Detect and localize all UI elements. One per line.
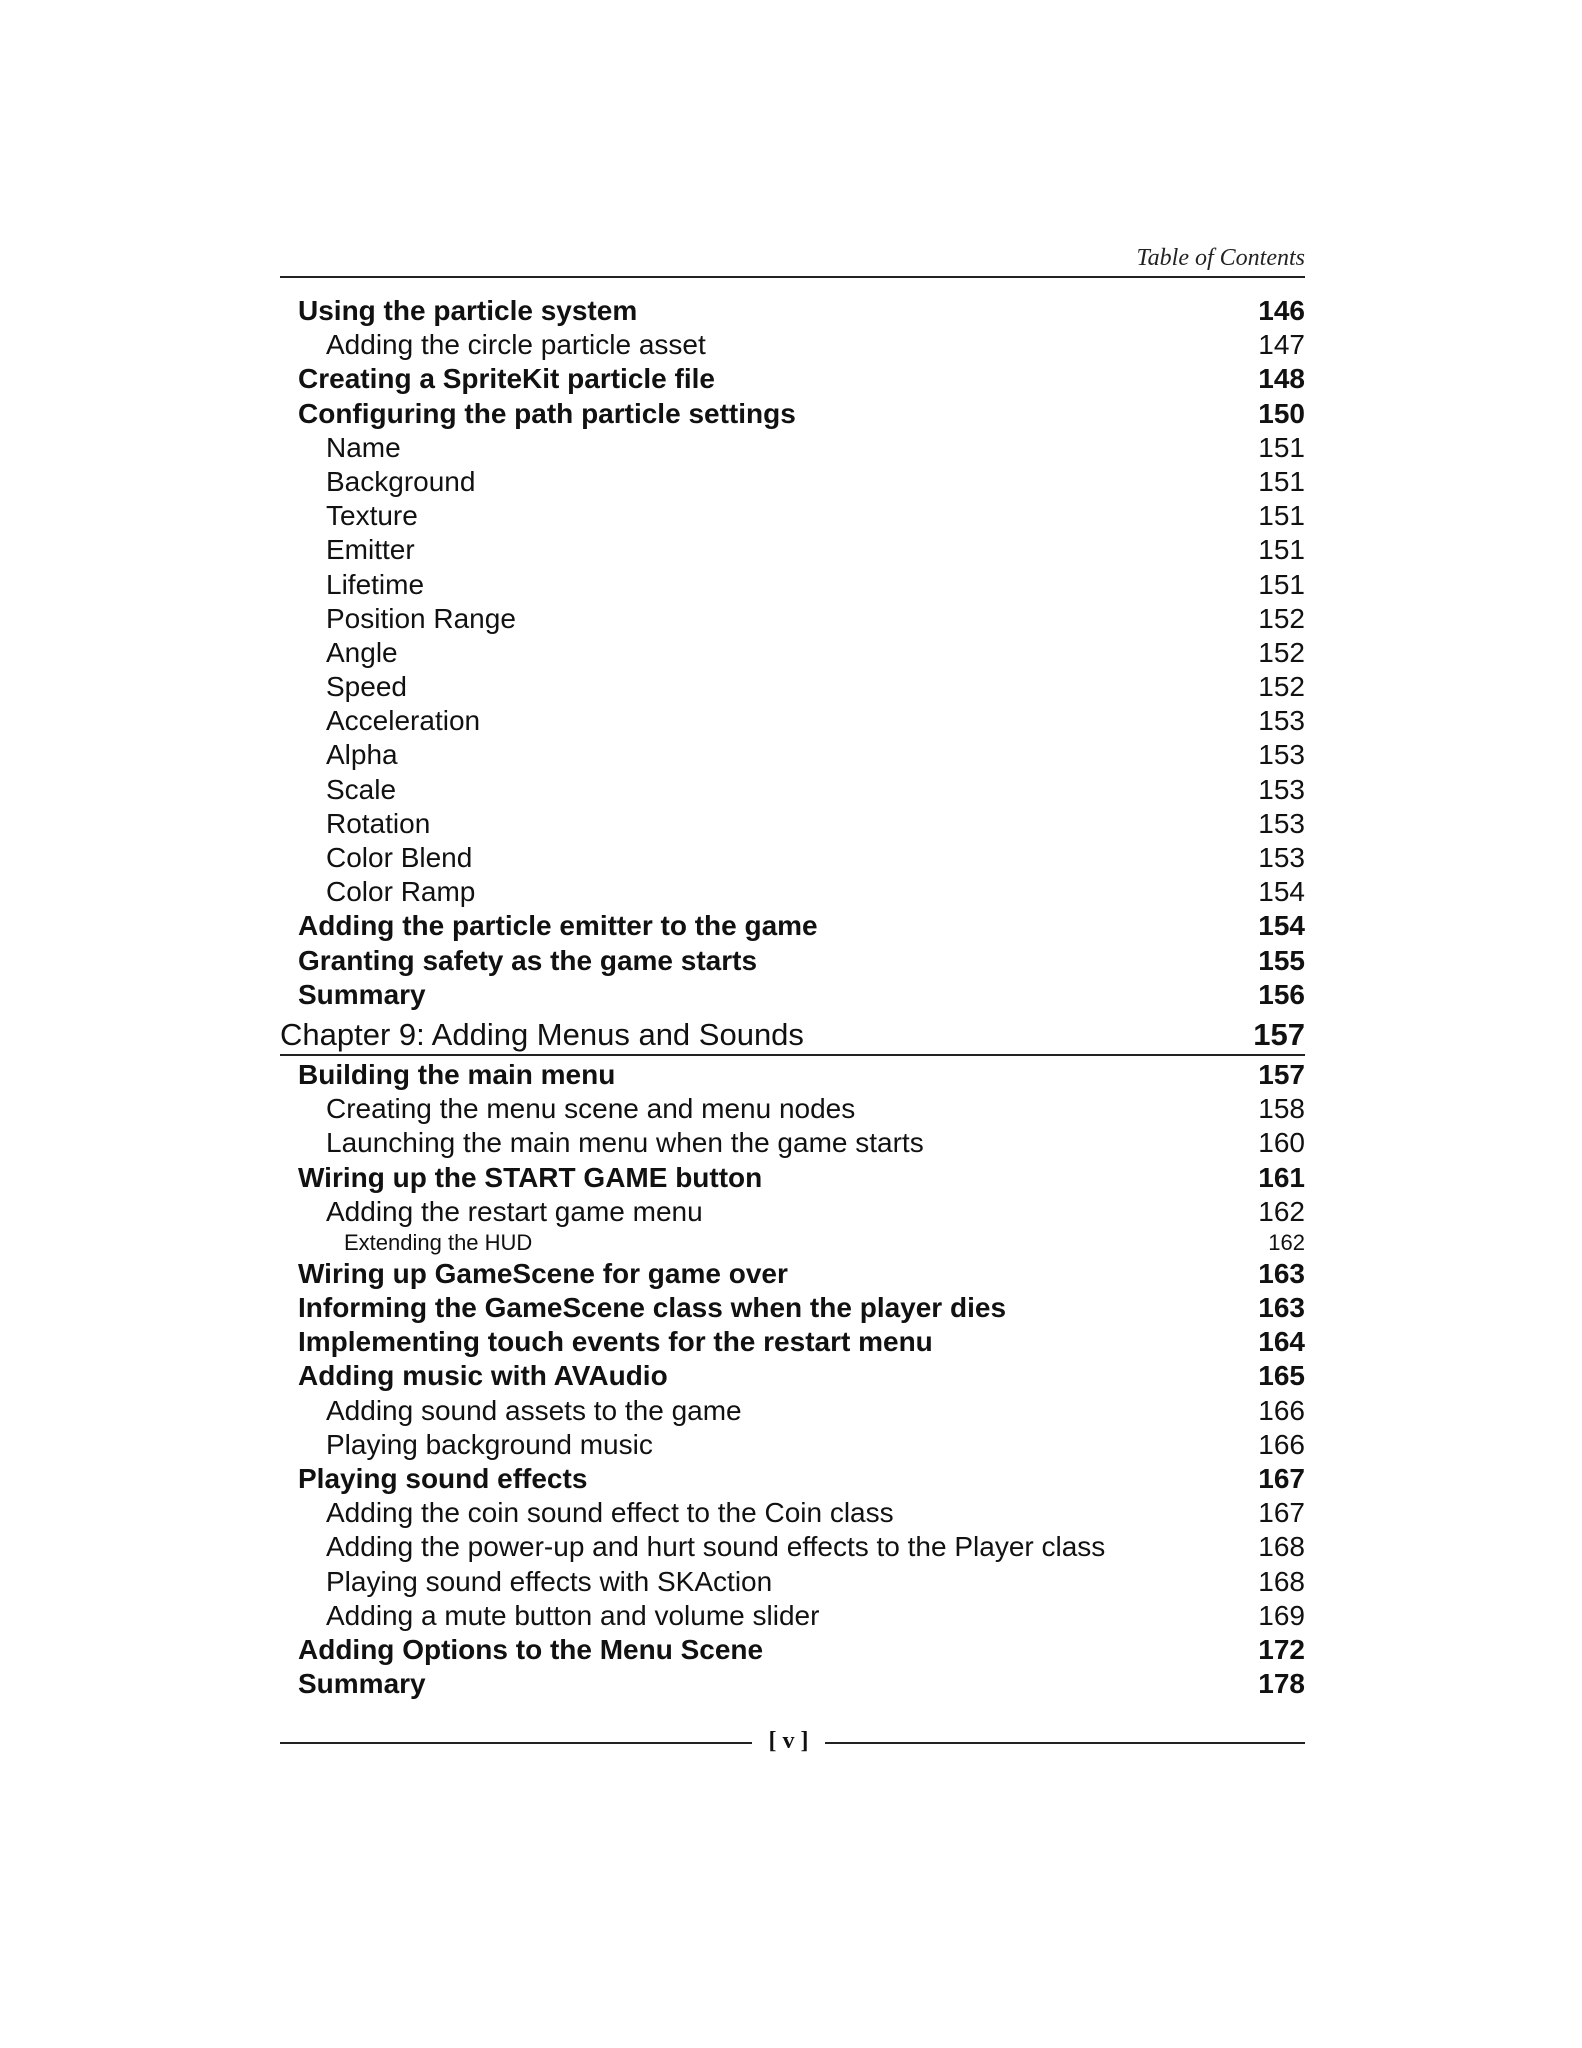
toc-entry-title: Alpha xyxy=(326,739,398,771)
toc-entry-title: Adding a mute button and volume slider xyxy=(326,1599,820,1631)
toc-entry-title: Wiring up the START GAME button xyxy=(298,1161,763,1193)
footer-page-number: [ v ] xyxy=(768,1728,809,1754)
running-header-title: Table of Contents xyxy=(1136,245,1305,271)
toc-entry-title: Name xyxy=(326,431,401,463)
toc-entry[interactable] xyxy=(280,1092,1305,1126)
toc-entry-title: Adding sound assets to the game xyxy=(326,1394,742,1426)
toc-entry-title: Speed xyxy=(326,671,407,703)
toc-entry-title: Summary xyxy=(298,978,426,1010)
toc-entry-title: Creating the menu scene and menu nodes xyxy=(326,1093,856,1125)
toc-entry-title: Playing sound effects xyxy=(298,1463,588,1494)
footer-rule-left xyxy=(280,1742,752,1744)
toc-entry-title: Granting safety as the game starts xyxy=(298,944,758,976)
toc-entry[interactable] xyxy=(280,1161,1305,1195)
toc-entry[interactable] xyxy=(280,397,1305,431)
toc-entry-page: 153 xyxy=(1258,807,1305,839)
toc-entry-title: Position Range xyxy=(326,602,516,634)
toc-entry[interactable] xyxy=(280,1394,1305,1428)
toc-entry[interactable] xyxy=(280,1291,1305,1325)
toc-entry[interactable] xyxy=(280,294,1305,328)
toc-entry-page: 167 xyxy=(1258,1463,1305,1494)
toc-entry[interactable] xyxy=(280,1462,1305,1496)
toc-entry-title: Launching the main menu when the game starts xyxy=(326,1127,924,1159)
toc-entry-page: 153 xyxy=(1258,842,1305,873)
toc-entry-page: 156 xyxy=(1258,978,1305,1010)
toc-entry-page: 151 xyxy=(1258,534,1305,566)
toc-entry-page: 163 xyxy=(1258,1257,1305,1289)
toc-entry-page: 153 xyxy=(1258,773,1305,805)
toc-section-particles xyxy=(280,294,1305,1012)
toc-entry[interactable] xyxy=(280,1325,1305,1359)
toc-entry-page: 158 xyxy=(1258,1093,1305,1125)
toc-entry-page: 165 xyxy=(1258,1360,1305,1392)
toc-entry-title: Scale xyxy=(326,773,397,805)
toc-entry-title: Wiring up GameScene for game over xyxy=(298,1257,788,1289)
footer-rule-right xyxy=(825,1742,1305,1744)
running-header xyxy=(280,238,1305,278)
toc-entry-title: Configuring the path particle settings xyxy=(298,397,796,429)
toc-entry-page: 151 xyxy=(1258,568,1305,600)
toc-entry[interactable] xyxy=(280,1599,1305,1633)
toc-entry[interactable] xyxy=(280,465,1305,499)
toc-entry-title: Rotation xyxy=(326,807,431,839)
toc-entry-title: Using the particle system xyxy=(298,295,638,326)
toc-entry[interactable] xyxy=(280,1058,1305,1092)
toc-entry-page: 152 xyxy=(1258,602,1305,634)
toc-entry-page: 155 xyxy=(1258,944,1305,976)
toc-entry-page: 166 xyxy=(1258,1394,1305,1426)
toc-chapter-title: Chapter 9: Adding Menus and Sounds xyxy=(280,1016,804,1052)
toc-entry[interactable] xyxy=(280,1530,1305,1564)
toc-entry[interactable] xyxy=(280,499,1305,533)
toc-entry-page: 168 xyxy=(1258,1565,1305,1597)
toc-entry-title: Building the main menu xyxy=(298,1058,616,1090)
toc-entry-title: Texture xyxy=(326,500,418,532)
toc-entry-page: 151 xyxy=(1258,431,1305,463)
toc-entry[interactable] xyxy=(280,1428,1305,1462)
toc-entry-title: Creating a SpriteKit particle file xyxy=(298,363,715,395)
toc-entry-page: 172 xyxy=(1258,1633,1305,1665)
toc-entry[interactable] xyxy=(280,362,1305,396)
toc-entry-title: Adding the restart game menu xyxy=(326,1195,703,1227)
toc-entry-title: Background xyxy=(326,465,476,497)
toc-entry-page: 153 xyxy=(1258,705,1305,737)
toc-entry-page: 164 xyxy=(1258,1326,1305,1358)
toc-entry-page: 152 xyxy=(1258,671,1305,703)
toc-entry-page: 147 xyxy=(1258,329,1305,361)
toc-entry-page: 178 xyxy=(1258,1668,1305,1700)
toc-entry-page: 150 xyxy=(1258,397,1305,429)
toc-entry[interactable] xyxy=(280,1565,1305,1599)
toc-entry-page: 146 xyxy=(1258,295,1305,326)
toc-entry-title: Summary xyxy=(298,1668,426,1700)
table-of-contents xyxy=(280,294,1305,1701)
toc-entry[interactable] xyxy=(280,1359,1305,1393)
toc-entry-title: Adding Options to the Menu Scene xyxy=(298,1633,764,1665)
toc-chapter-heading[interactable] xyxy=(280,1016,1305,1056)
toc-entry-title: Extending the HUD xyxy=(344,1229,533,1255)
toc-entry-title: Lifetime xyxy=(326,568,425,600)
toc-entry[interactable] xyxy=(280,1195,1305,1229)
toc-entry-title: Playing background music xyxy=(326,1428,653,1460)
toc-entry-page: 152 xyxy=(1258,636,1305,668)
toc-entry[interactable] xyxy=(280,841,1305,875)
toc-entry-title: Playing sound effects with SKAction xyxy=(326,1565,773,1597)
toc-chapter-page: 157 xyxy=(1253,1016,1305,1052)
toc-entry-page: 151 xyxy=(1258,500,1305,532)
toc-entry-page: 168 xyxy=(1258,1531,1305,1563)
toc-entry[interactable] xyxy=(280,1229,1305,1257)
toc-entry-page: 161 xyxy=(1258,1161,1305,1193)
toc-entry[interactable] xyxy=(280,1257,1305,1291)
toc-entry-page: 163 xyxy=(1258,1292,1305,1324)
toc-entry[interactable] xyxy=(280,636,1305,670)
toc-entry-page: 160 xyxy=(1258,1127,1305,1159)
toc-entry-title: Angle xyxy=(326,636,398,668)
toc-entry-page: 151 xyxy=(1258,465,1305,497)
toc-entry[interactable] xyxy=(280,773,1305,807)
toc-entry-title: Adding the circle particle asset xyxy=(326,329,706,361)
toc-entry-title: Adding the particle emitter to the game xyxy=(298,910,818,942)
toc-entry[interactable] xyxy=(280,738,1305,772)
toc-entry-title: Adding the coin sound effect to the Coin class xyxy=(326,1497,894,1529)
toc-entry-page: 148 xyxy=(1258,363,1305,395)
toc-entry[interactable] xyxy=(280,568,1305,602)
toc-entry-title: Adding music with AVAudio xyxy=(298,1360,668,1392)
toc-entry[interactable] xyxy=(280,944,1305,978)
toc-entry[interactable] xyxy=(280,909,1305,943)
toc-entry-title: Adding the power-up and hurt sound effects to the Player class xyxy=(326,1531,1106,1563)
toc-entry-page: 169 xyxy=(1258,1599,1305,1631)
toc-entry-page: 167 xyxy=(1258,1497,1305,1529)
toc-entry[interactable] xyxy=(280,328,1305,362)
toc-entry[interactable] xyxy=(280,602,1305,636)
toc-entry[interactable] xyxy=(280,1496,1305,1530)
toc-entry-page: 154 xyxy=(1258,910,1305,942)
toc-entry[interactable] xyxy=(280,978,1305,1012)
toc-section-menus-sounds xyxy=(280,1058,1305,1701)
toc-entry-page: 154 xyxy=(1258,876,1305,908)
toc-entry-title: Informing the GameScene class when the player dies xyxy=(298,1292,1007,1324)
toc-entry[interactable] xyxy=(280,670,1305,704)
toc-entry[interactable] xyxy=(280,1126,1305,1160)
toc-entry-title: Emitter xyxy=(326,534,415,566)
toc-entry[interactable] xyxy=(280,1667,1305,1701)
toc-entry[interactable] xyxy=(280,875,1305,909)
toc-entry-title: Color Ramp xyxy=(326,876,476,908)
toc-entry[interactable] xyxy=(280,533,1305,567)
toc-entry-title: Color Blend xyxy=(326,842,473,873)
toc-entry-page: 153 xyxy=(1258,739,1305,771)
toc-entry-page: 166 xyxy=(1258,1428,1305,1460)
toc-entry[interactable] xyxy=(280,1633,1305,1667)
toc-entry[interactable] xyxy=(280,431,1305,465)
toc-entry[interactable] xyxy=(280,807,1305,841)
toc-entry-page: 162 xyxy=(1268,1229,1305,1255)
page-footer xyxy=(280,1728,1305,1758)
toc-entry-title: Acceleration xyxy=(326,705,481,737)
toc-entry-page: 157 xyxy=(1258,1058,1305,1090)
toc-entry[interactable] xyxy=(280,704,1305,738)
toc-entry-title: Implementing touch events for the restart menu xyxy=(298,1326,933,1358)
toc-entry-page: 162 xyxy=(1258,1195,1305,1227)
